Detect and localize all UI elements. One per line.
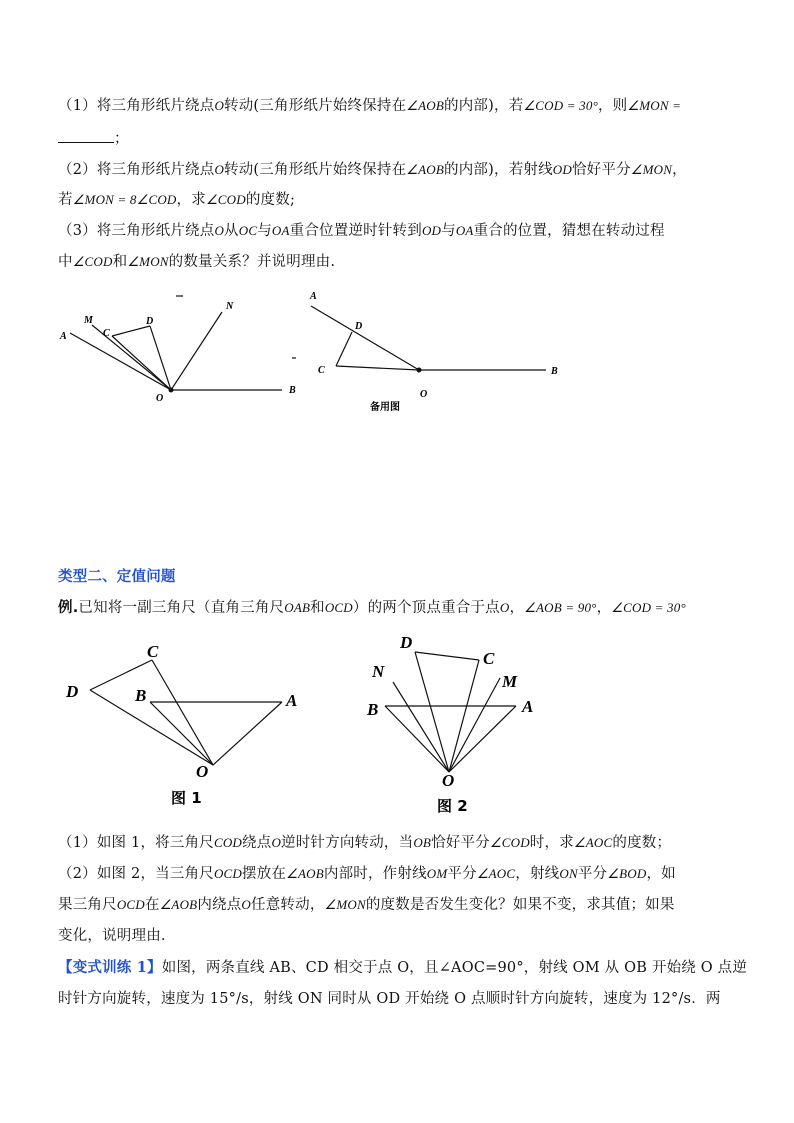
answer-blank[interactable] bbox=[58, 128, 114, 143]
label-o: O bbox=[420, 389, 428, 400]
label-b: B bbox=[551, 366, 558, 377]
label-b: B bbox=[135, 686, 147, 705]
label-d: D bbox=[355, 321, 363, 332]
variant-training-line-1: 【变式训练 1】如图，两条直线 AB、CD 相交于点 O，且∠AOC=90°，射线 OM 从 OB 开始绕 O 点逆 bbox=[58, 959, 748, 976]
question-1-line-1: （1）将三角形纸片绕点O转动(三角形纸片始终保持在∠AOB的内部)，若∠COD = 30°，则∠MON = bbox=[58, 98, 682, 114]
label-o: O bbox=[156, 393, 164, 404]
figure-top-right bbox=[305, 285, 570, 415]
question-3-line-2: 中∠COD和∠MON的数量关系？并说明理由. bbox=[58, 254, 336, 270]
label-d: D bbox=[400, 633, 413, 652]
label-c: C bbox=[318, 365, 325, 376]
caption-backup-figure: 备用图 bbox=[370, 402, 400, 413]
figure-2-caption: 图 2 bbox=[437, 797, 468, 815]
label-c: C bbox=[103, 328, 110, 339]
section-title: 类型二、定值问题 bbox=[58, 569, 176, 585]
label-b: B bbox=[367, 700, 379, 719]
label-d: D bbox=[66, 682, 79, 701]
question-1-line-2: ； bbox=[58, 128, 129, 149]
segment-oc bbox=[336, 366, 419, 370]
label-o: O bbox=[196, 762, 209, 781]
label-a: A bbox=[60, 331, 67, 342]
label-n: N bbox=[226, 301, 234, 312]
ray-on bbox=[171, 312, 222, 390]
example-question-2-line-2: 果三角尺OCD在∠AOB内绕点O任意转动，∠MON的度数是否发生变化？如果不变，求其值；如果 bbox=[58, 897, 675, 913]
ray-oa bbox=[70, 333, 171, 390]
segment-cd bbox=[336, 332, 352, 366]
segment-od bbox=[90, 690, 213, 765]
label-m: M bbox=[502, 672, 518, 691]
segment-oa bbox=[449, 706, 516, 772]
example-question-2-line-3: 变化，说明理由. bbox=[58, 928, 166, 944]
question-2-line-1: （2）将三角形纸片绕点O转动(三角形纸片始终保持在∠AOB的内部)，若射线OD恰好平分∠MON， bbox=[58, 162, 687, 178]
figure-1 bbox=[60, 635, 320, 815]
point-o bbox=[169, 388, 174, 393]
segment-dc bbox=[415, 652, 479, 660]
figure-1-caption: 图 1 bbox=[171, 789, 202, 807]
segment-oa bbox=[213, 702, 282, 765]
example-question-2-line-1: （2）如图 2，当三角尺OCD摆放在∠AOB内部时，作射线OM平分∠AOC，射线ON平分∠BOD，如 bbox=[58, 866, 676, 882]
label-d: D bbox=[146, 316, 154, 327]
label-n: N bbox=[372, 662, 385, 681]
variant-training-label: 【变式训练 1】 bbox=[58, 959, 162, 976]
ray-on bbox=[393, 682, 449, 772]
label-m: M bbox=[84, 315, 93, 326]
variant-training-line-2: 时针方向旋转，速度为 15°/s，射线 ON 同时从 OD 开始绕 O 点顺时针方向旋转，速度为 12°/s．两 bbox=[58, 991, 721, 1007]
label-a: A bbox=[522, 697, 534, 716]
ray-oa bbox=[311, 306, 419, 370]
ray-om bbox=[449, 678, 500, 772]
figure-2 bbox=[360, 628, 550, 823]
example-question-1: （1）如图 1，将三角尺COD绕点O逆时针方向转动，当OB恰好平分∠COD时，求∠AOC的度数； bbox=[58, 835, 672, 851]
segment-oc bbox=[449, 660, 479, 772]
figure-top-left bbox=[55, 290, 305, 405]
label-c: C bbox=[483, 649, 495, 668]
question-2-line-2: 若∠MON = 8∠COD，求∠COD的度数; bbox=[58, 192, 296, 208]
label-c: C bbox=[147, 642, 159, 661]
example-line: 例.已知将一副三角尺（直角三角尺OAB和OCD）的两个顶点重合于点O，∠AOB = 90°，∠COD = 30° bbox=[58, 600, 686, 616]
label-b: B bbox=[289, 385, 296, 396]
label-o: O bbox=[442, 771, 455, 790]
label-a: A bbox=[310, 291, 317, 302]
question-3-line-1: （3）将三角形纸片绕点O从OC与OA重合位置逆时针转到OD与OA重合的位置，猜想在转动过程 bbox=[58, 223, 665, 239]
point-o bbox=[417, 368, 422, 373]
segment-cd bbox=[112, 326, 150, 336]
label-a: A bbox=[286, 691, 298, 710]
